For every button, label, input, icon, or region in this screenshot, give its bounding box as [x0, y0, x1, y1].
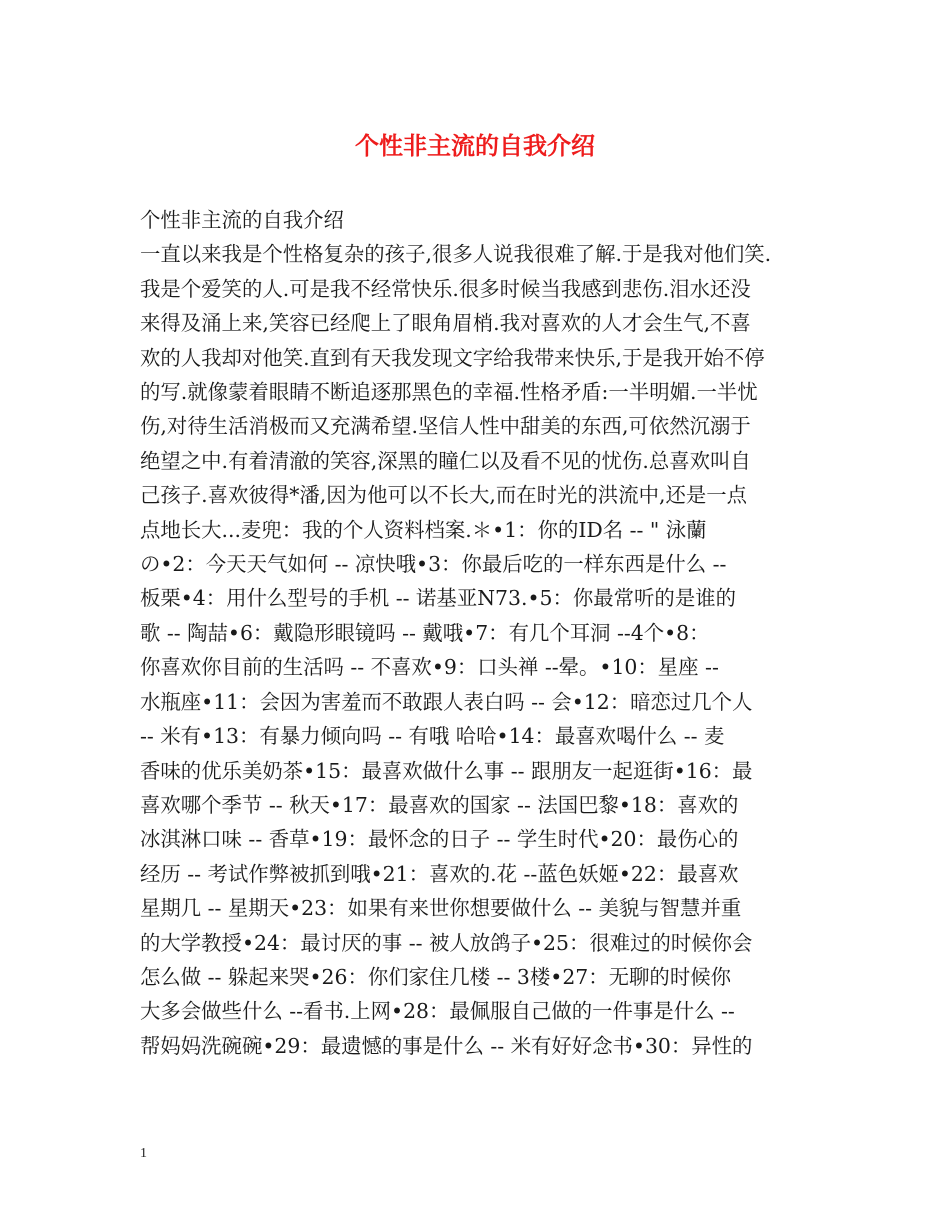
page-number: 1 [140, 1146, 147, 1161]
page-title: 个性非主流的自我介绍 [355, 131, 595, 160]
text-line: の•2：今天天气如何 -- 凉快哦•3：你最后吃的一样东西是什么 -- [140, 552, 727, 577]
text-line: 的写.就像蒙着眼睛不断追逐那黑色的幸福.性格矛盾:一半明媚.一半忧 [140, 380, 758, 405]
text-line: 我是个爱笑的人.可是我不经常快乐.很多时候当我感到悲伤.泪水还没 [140, 276, 751, 301]
text-line: 绝望之中.有着清澈的笑容,深黑的瞳仁以及看不见的忧伤.总喜欢叫自 [140, 448, 751, 473]
subtitle-line: 个性非主流的自我介绍 [140, 208, 344, 232]
text-line: 怎么做 -- 躲起来哭•26：你们家住几楼 -- 3楼•27：无聊的时候你 [140, 964, 731, 989]
text-line: 水瓶座•11：会因为害羞而不敢跟人表白吗 -- 会•12：暗恋过几个人 [140, 689, 753, 714]
text-line: 歌 -- 陶喆•6：戴隐形眼镜吗 -- 戴哦•7：有几个耳洞 --4个•8： [140, 620, 710, 645]
text-line: 点地长大...麦兜：我的个人资料档案.＊•1：你的ID名 -- " 泳蘭 [140, 517, 707, 542]
text-line: 大多会做些什么 --看书.上网•28：最佩服自己做的一件事是什么 -- [140, 999, 735, 1024]
text-line: 帮妈妈洗碗碗•29：最遗憾的事是什么 -- 米有好好念书•30：异性的 [140, 1033, 753, 1058]
text-line: 你喜欢你目前的生活吗 -- 不喜欢•9：口头禅 --晕。•10：星座 -- [140, 655, 719, 680]
text-line: 来得及涌上来,笑容已经爬上了眼角眉梢.我对喜欢的人才会生气,不喜 [140, 311, 751, 336]
text-line: 经历 -- 考试作弊被抓到哦•21：喜欢的.花 --蓝色妖姬•22：最喜欢 [140, 861, 739, 886]
text-line: 己孩子.喜欢彼得*潘,因为他可以不长大,而在时光的洪流中,还是一点 [140, 483, 748, 508]
text-line: 一直以来我是个性格复杂的孩子,很多人说我很难了解.于是我对他们笑. [140, 242, 772, 267]
text-line: 板栗•4：用什么型号的手机 -- 诺基亚N73.•5：你最常听的是谁的 [140, 586, 736, 611]
text-line: 喜欢哪个季节 -- 秋天•17：最喜欢的国家 -- 法国巴黎•18：喜欢的 [140, 792, 739, 817]
text-line: 香味的优乐美奶茶•15：最喜欢做什么事 -- 跟朋友一起逛街•16：最 [140, 758, 753, 783]
text-line: 星期几 -- 星期天•23：如果有来世你想要做什么 -- 美貌与智慧并重 [140, 896, 742, 921]
text-line: 伤,对待生活消极而又充满希望.坚信人性中甜美的东西,可依然沉溺于 [140, 414, 751, 439]
text-line: 的大学教授•24：最讨厌的事 -- 被人放鸽子•25：很难过的时候你会 [140, 930, 753, 955]
text-line: 欢的人我却对他笑.直到有天我发现文字给我带来快乐,于是我开始不停 [140, 345, 765, 370]
text-line: -- 米有•13：有暴力倾向吗 -- 有哦 哈哈•14：最喜欢喝什么 -- 麦 [140, 724, 725, 749]
body-text [140, 203, 820, 1063]
text-line: 冰淇淋口味 -- 香草•19：最怀念的日子 -- 学生时代•20：最伤心的 [140, 827, 739, 852]
